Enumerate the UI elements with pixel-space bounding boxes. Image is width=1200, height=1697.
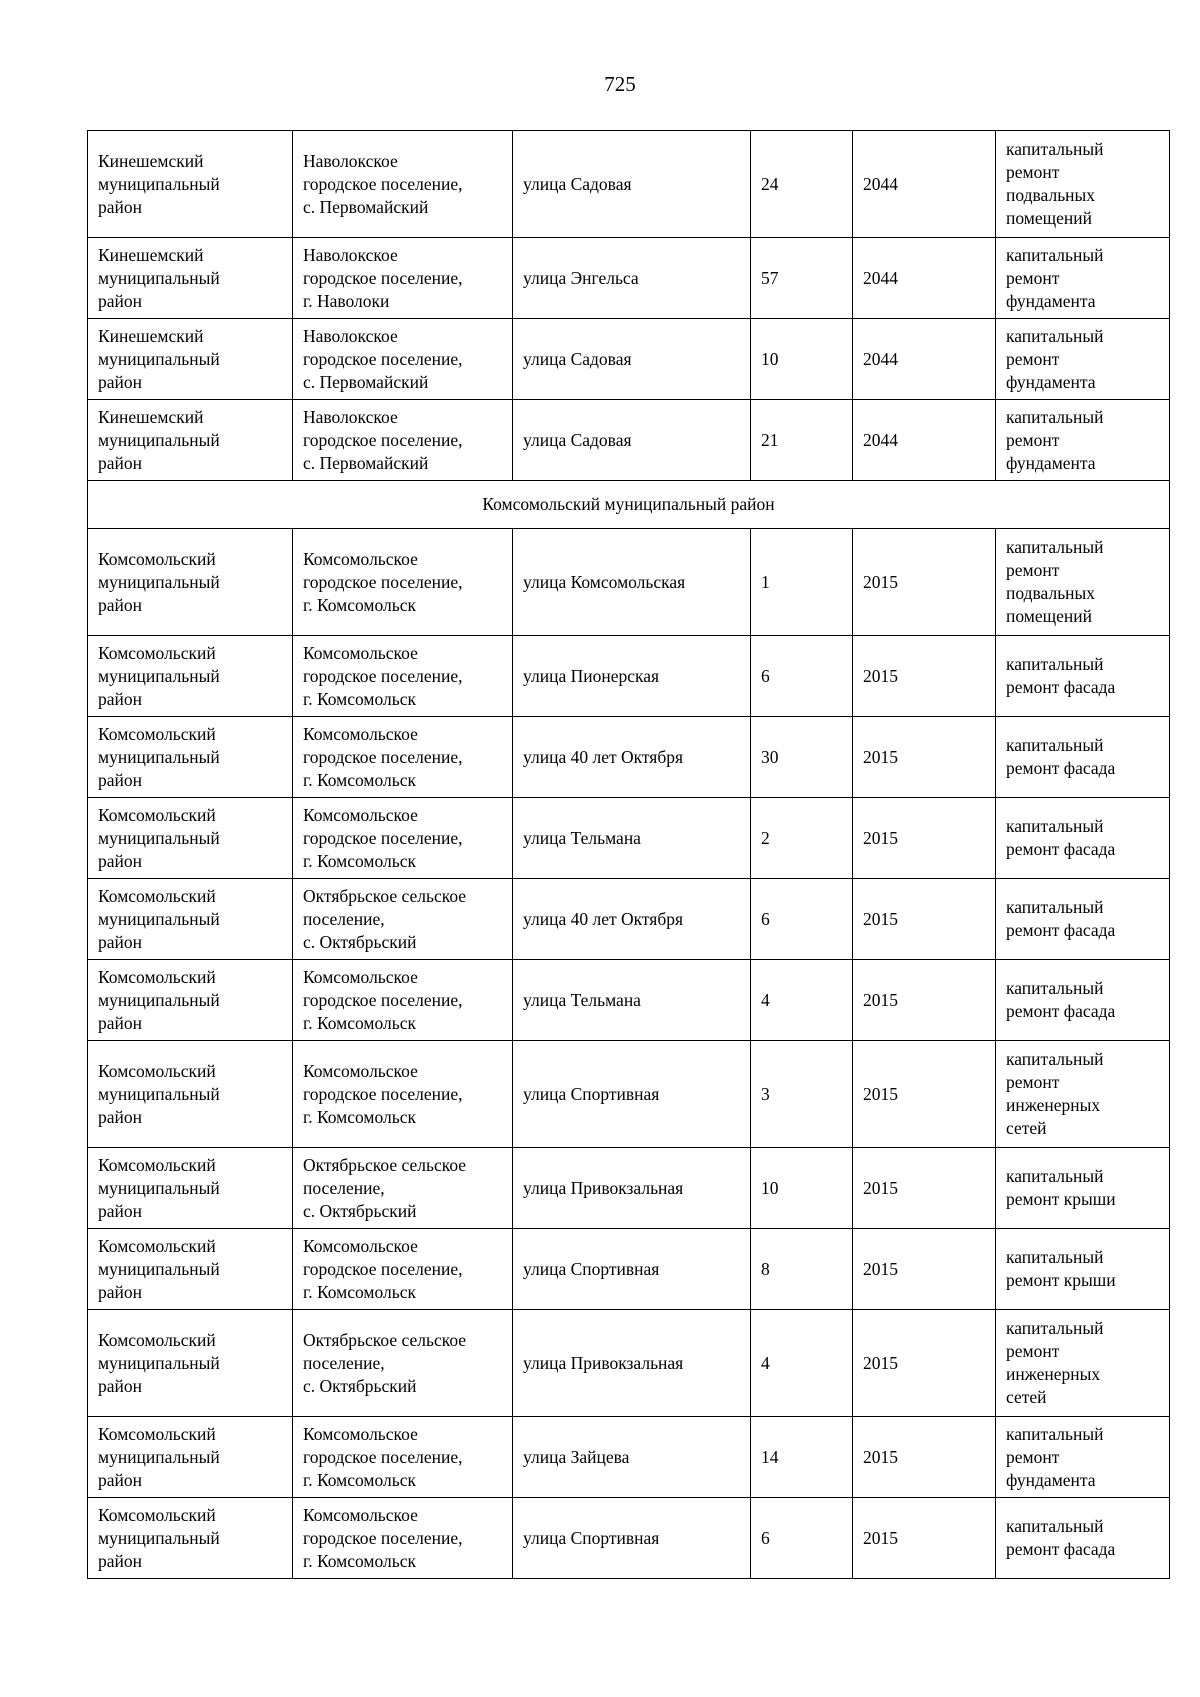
year-cell-text: 2015 (863, 1177, 898, 1198)
work-type-cell (996, 131, 1170, 238)
street-cell (513, 717, 751, 798)
street-cell (513, 238, 751, 319)
work-type-cell (996, 1310, 1170, 1417)
street-cell (513, 400, 751, 481)
table-row (88, 798, 1170, 879)
house-number-cell-text: 21 (761, 429, 779, 450)
table-row (88, 131, 1170, 238)
house-number-cell (751, 529, 853, 636)
settlement-cell (293, 1229, 513, 1310)
year-cell (853, 400, 996, 481)
district-cell-text: Кинешемский муниципальный район (98, 406, 220, 473)
settlement-cell-text: Октябрьское сельское поселение, с. Октябрьский (303, 1329, 467, 1396)
house-number-cell-text: 4 (761, 989, 770, 1010)
street-cell (513, 879, 751, 960)
street-cell (513, 798, 751, 879)
street-cell-text: улица Садовая (523, 173, 632, 194)
section-row (88, 481, 1170, 529)
year-cell-text: 2015 (863, 989, 898, 1010)
district-cell-text: Комсомольский муниципальный район (98, 1504, 220, 1571)
year-cell-text: 2015 (863, 571, 898, 592)
district-cell (88, 1041, 293, 1148)
street-cell-text: улица Тельмана (523, 989, 641, 1010)
work-type-cell-text: капитальный ремонт фасада (1006, 735, 1116, 778)
house-number-cell (751, 1417, 853, 1498)
year-cell-text: 2015 (863, 827, 898, 848)
table-row (88, 1417, 1170, 1498)
work-type-cell-text: капитальный ремонт фасада (1006, 978, 1116, 1021)
street-cell (513, 1310, 751, 1417)
repair-program-table (87, 130, 1170, 1579)
house-number-cell (751, 1310, 853, 1417)
district-cell (88, 1498, 293, 1579)
house-number-cell-text: 30 (761, 746, 779, 767)
settlement-cell-text: Комсомольское городское поселение, г. Комсомольск (303, 1423, 463, 1490)
street-cell-text: улица Тельмана (523, 827, 641, 848)
work-type-cell (996, 879, 1170, 960)
year-cell (853, 636, 996, 717)
settlement-cell-text: Комсомольское городское поселение, г. Комсомольск (303, 723, 463, 790)
work-type-cell (996, 1229, 1170, 1310)
street-cell (513, 131, 751, 238)
district-cell (88, 717, 293, 798)
district-cell-text: Комсомольский муниципальный район (98, 548, 220, 615)
table-row (88, 238, 1170, 319)
house-number-cell (751, 717, 853, 798)
district-cell (88, 960, 293, 1041)
street-cell (513, 960, 751, 1041)
work-type-cell (996, 960, 1170, 1041)
year-cell-text: 2015 (863, 1527, 898, 1548)
year-cell-text: 2015 (863, 665, 898, 686)
year-cell-text: 2015 (863, 1446, 898, 1467)
table-row (88, 636, 1170, 717)
street-cell-text: улица Садовая (523, 429, 632, 450)
street-cell (513, 1417, 751, 1498)
settlement-cell (293, 1148, 513, 1229)
work-type-cell-text: капитальный ремонт подвальных помещений (1006, 537, 1104, 626)
street-cell-text: улица 40 лет Октября (523, 908, 684, 929)
year-cell-text: 2044 (863, 267, 898, 288)
settlement-cell-text: Комсомольское городское поселение, г. Комсомольск (303, 804, 463, 871)
year-cell-text: 2015 (863, 1083, 898, 1104)
settlement-cell-text: Комсомольское городское поселение, г. Комсомольск (303, 966, 463, 1033)
district-cell (88, 879, 293, 960)
work-type-cell (996, 636, 1170, 717)
street-cell (513, 1229, 751, 1310)
street-cell (513, 1148, 751, 1229)
district-cell (88, 1148, 293, 1229)
settlement-cell (293, 319, 513, 400)
district-cell-text: Комсомольский муниципальный район (98, 966, 220, 1033)
street-cell (513, 529, 751, 636)
settlement-cell-text: Комсомольское городское поселение, г. Комсомольск (303, 642, 463, 709)
year-cell (853, 319, 996, 400)
work-type-cell-text: капитальный ремонт инженерных сетей (1006, 1318, 1104, 1407)
settlement-cell-text: Комсомольское городское поселение, г. Комсомольск (303, 1060, 463, 1127)
house-number-cell (751, 1041, 853, 1148)
work-type-cell-text: капитальный ремонт фундамента (1006, 406, 1104, 473)
settlement-cell (293, 131, 513, 238)
section-title: Комсомольский муниципальный район (88, 481, 1170, 529)
settlement-cell (293, 1498, 513, 1579)
street-cell-text: улица Привокзальная (523, 1352, 684, 1373)
street-cell-text: улица Комсомольская (523, 571, 686, 592)
year-cell (853, 131, 996, 238)
work-type-cell (996, 798, 1170, 879)
district-cell-text: Комсомольский муниципальный район (98, 885, 220, 952)
table-row (88, 1148, 1170, 1229)
table-row (88, 717, 1170, 798)
year-cell-text: 2015 (863, 1352, 898, 1373)
work-type-cell (996, 238, 1170, 319)
year-cell-text: 2044 (863, 173, 898, 194)
work-type-cell-text: капитальный ремонт крыши (1006, 1166, 1116, 1209)
settlement-cell (293, 529, 513, 636)
house-number-cell-text: 10 (761, 348, 779, 369)
work-type-cell-text: капитальный ремонт фасада (1006, 897, 1116, 940)
district-cell-text: Комсомольский муниципальный район (98, 804, 220, 871)
year-cell (853, 1498, 996, 1579)
year-cell-text: 2044 (863, 429, 898, 450)
house-number-cell-text: 6 (761, 665, 770, 686)
street-cell-text: улица 40 лет Октября (523, 746, 684, 767)
settlement-cell (293, 636, 513, 717)
district-cell-text: Комсомольский муниципальный район (98, 723, 220, 790)
house-number-cell-text: 8 (761, 1258, 770, 1279)
year-cell (853, 798, 996, 879)
settlement-cell (293, 798, 513, 879)
settlement-cell-text: Наволокское городское поселение, с. Первомайский (303, 150, 463, 217)
page-number: 725 (604, 72, 636, 96)
work-type-cell-text: капитальный ремонт фундамента (1006, 244, 1104, 311)
settlement-cell (293, 960, 513, 1041)
district-cell-text: Кинешемский муниципальный район (98, 244, 220, 311)
house-number-cell (751, 238, 853, 319)
street-cell-text: улица Энгельса (523, 267, 639, 288)
district-cell (88, 400, 293, 481)
settlement-cell (293, 238, 513, 319)
table-row (88, 1498, 1170, 1579)
district-cell (88, 798, 293, 879)
table-row (88, 400, 1170, 481)
year-cell-text: 2015 (863, 1258, 898, 1279)
settlement-cell (293, 400, 513, 481)
street-cell-text: улица Зайцева (523, 1446, 630, 1467)
work-type-cell-text: капитальный ремонт подвальных помещений (1006, 139, 1104, 228)
street-cell (513, 636, 751, 717)
work-type-cell (996, 1148, 1170, 1229)
house-number-cell-text: 1 (761, 571, 770, 592)
street-cell (513, 1041, 751, 1148)
district-cell-text: Комсомольский муниципальный район (98, 642, 220, 709)
year-cell (853, 879, 996, 960)
settlement-cell (293, 1041, 513, 1148)
street-cell (513, 319, 751, 400)
settlement-cell (293, 1417, 513, 1498)
house-number-cell-text: 14 (761, 1446, 779, 1467)
work-type-cell (996, 529, 1170, 636)
work-type-cell (996, 400, 1170, 481)
work-type-cell-text: капитальный ремонт фасада (1006, 654, 1116, 697)
district-cell (88, 1310, 293, 1417)
work-type-cell-text: капитальный ремонт фундамента (1006, 1423, 1104, 1490)
settlement-cell-text: Наволокское городское поселение, с. Первомайский (303, 325, 463, 392)
table-row (88, 319, 1170, 400)
year-cell (853, 1310, 996, 1417)
house-number-cell (751, 960, 853, 1041)
house-number-cell (751, 1229, 853, 1310)
street-cell (513, 1498, 751, 1579)
table-row (88, 529, 1170, 636)
district-cell-text: Комсомольский муниципальный район (98, 1423, 220, 1490)
work-type-cell-text: капитальный ремонт фасада (1006, 816, 1116, 859)
house-number-cell (751, 400, 853, 481)
house-number-cell-text: 24 (761, 173, 779, 194)
table-row (88, 879, 1170, 960)
work-type-cell (996, 1417, 1170, 1498)
settlement-cell-text: Комсомольское городское поселение, г. Комсомольск (303, 1235, 463, 1302)
house-number-cell (751, 131, 853, 238)
district-cell (88, 1229, 293, 1310)
settlement-cell (293, 1310, 513, 1417)
work-type-cell (996, 319, 1170, 400)
street-cell-text: улица Пионерская (523, 665, 660, 686)
year-cell (853, 1417, 996, 1498)
work-type-cell-text: капитальный ремонт инженерных сетей (1006, 1049, 1104, 1138)
table-row (88, 1041, 1170, 1148)
house-number-cell (751, 879, 853, 960)
settlement-cell-text: Комсомольское городское поселение, г. Комсомольск (303, 548, 463, 615)
house-number-cell-text: 4 (761, 1352, 770, 1373)
street-cell-text: улица Спортивная (523, 1083, 660, 1104)
settlement-cell (293, 717, 513, 798)
district-cell (88, 238, 293, 319)
district-cell-text: Кинешемский муниципальный район (98, 325, 220, 392)
settlement-cell (293, 879, 513, 960)
table-row (88, 960, 1170, 1041)
house-number-cell-text: 10 (761, 1177, 779, 1198)
year-cell-text: 2015 (863, 746, 898, 767)
table-row (88, 1229, 1170, 1310)
district-cell (88, 131, 293, 238)
district-cell-text: Кинешемский муниципальный район (98, 150, 220, 217)
house-number-cell-text: 3 (761, 1083, 770, 1104)
work-type-cell-text: капитальный ремонт фундамента (1006, 325, 1104, 392)
work-type-cell (996, 717, 1170, 798)
house-number-cell-text: 57 (761, 267, 779, 288)
year-cell-text: 2044 (863, 348, 898, 369)
district-cell-text: Комсомольский муниципальный район (98, 1060, 220, 1127)
settlement-cell-text: Комсомольское городское поселение, г. Комсомольск (303, 1504, 463, 1571)
work-type-cell (996, 1498, 1170, 1579)
house-number-cell (751, 636, 853, 717)
district-cell (88, 1417, 293, 1498)
house-number-cell (751, 1148, 853, 1229)
work-type-cell-text: капитальный ремонт крыши (1006, 1247, 1116, 1290)
house-number-cell (751, 798, 853, 879)
district-cell-text: Комсомольский муниципальный район (98, 1235, 220, 1302)
district-cell (88, 529, 293, 636)
district-cell (88, 636, 293, 717)
settlement-cell-text: Наволокское городское поселение, г. Наволоки (303, 244, 463, 311)
house-number-cell-text: 6 (761, 1527, 770, 1548)
house-number-cell-text: 6 (761, 908, 770, 929)
year-cell (853, 529, 996, 636)
house-number-cell (751, 319, 853, 400)
street-cell-text: улица Спортивная (523, 1527, 660, 1548)
year-cell (853, 238, 996, 319)
year-cell (853, 1041, 996, 1148)
house-number-cell-text: 2 (761, 827, 770, 848)
district-cell-text: Комсомольский муниципальный район (98, 1154, 220, 1221)
district-cell (88, 319, 293, 400)
street-cell-text: улица Спортивная (523, 1258, 660, 1279)
year-cell (853, 1148, 996, 1229)
year-cell (853, 960, 996, 1041)
settlement-cell-text: Наволокское городское поселение, с. Первомайский (303, 406, 463, 473)
settlement-cell-text: Октябрьское сельское поселение, с. Октябрьский (303, 1154, 467, 1221)
street-cell-text: улица Садовая (523, 348, 632, 369)
table-row (88, 1310, 1170, 1417)
street-cell-text: улица Привокзальная (523, 1177, 684, 1198)
work-type-cell (996, 1041, 1170, 1148)
house-number-cell (751, 1498, 853, 1579)
year-cell-text: 2015 (863, 908, 898, 929)
work-type-cell-text: капитальный ремонт фасада (1006, 1516, 1116, 1559)
year-cell (853, 717, 996, 798)
district-cell-text: Комсомольский муниципальный район (98, 1329, 220, 1396)
year-cell (853, 1229, 996, 1310)
settlement-cell-text: Октябрьское сельское поселение, с. Октябрьский (303, 885, 467, 952)
